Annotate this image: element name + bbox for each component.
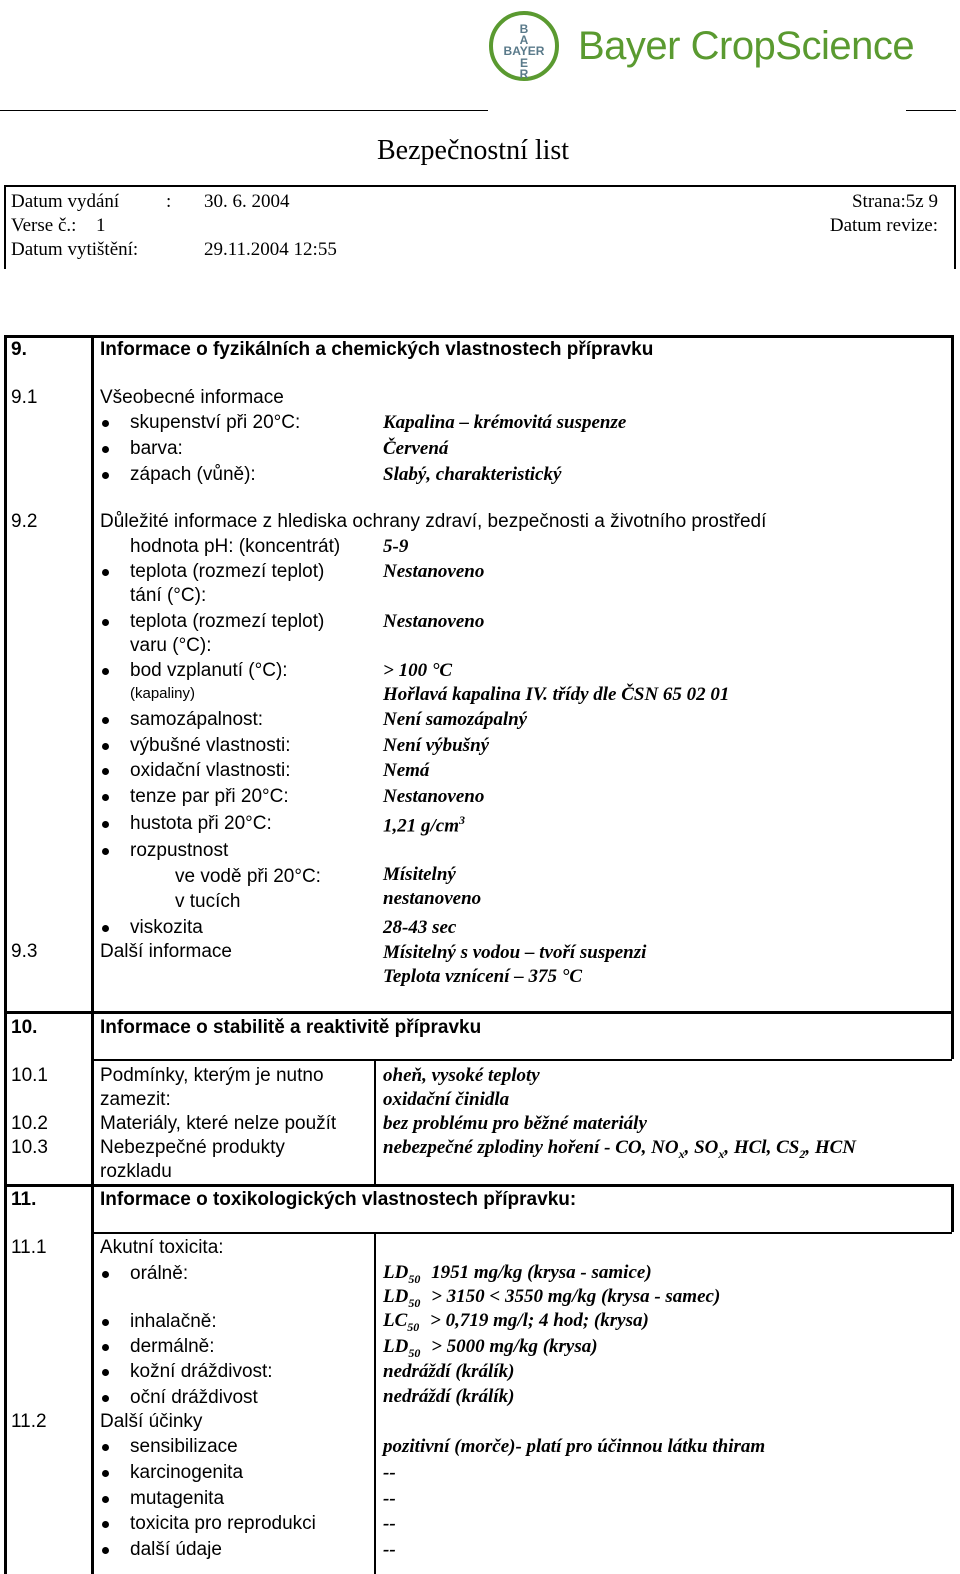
skin-value: nedráždí (králík) — [383, 1361, 515, 1382]
bullet — [102, 1369, 109, 1376]
inhal-label: inhalačně: — [130, 1311, 217, 1332]
bullet — [102, 472, 109, 479]
s10-num: 10. — [11, 1017, 38, 1038]
issue-value: 30. 6. 2004 — [204, 191, 290, 212]
s9-col-divider — [91, 335, 94, 1574]
s101-value-1: oheň, vysoké teploty — [383, 1065, 540, 1086]
selfign-label: samozápalnost: — [130, 709, 264, 730]
bayer-logo — [486, 10, 564, 82]
flash-label: bod vzplanutí (°C): — [130, 660, 288, 681]
s11-num: 11. — [11, 1189, 37, 1210]
bullet — [102, 743, 109, 750]
melt-label-1: teplota (rozmezí teplot) — [130, 561, 325, 582]
sens-label: sensibilizace — [130, 1436, 238, 1457]
color-value: Červená — [383, 438, 449, 459]
state-value: Kapalina – krémovitá suspenze — [383, 412, 627, 433]
s10-right-border — [951, 1011, 954, 1059]
s9-title: Informace o fyzikálních a chemických vlastnostech přípravku — [100, 339, 654, 360]
fat-value: nestanoveno — [383, 888, 482, 909]
inhal-value-text: > 0,719 mg/l; 4 hod; (krysa) — [430, 1310, 649, 1331]
svg-text:B: B — [519, 22, 529, 36]
s93-num: 9.3 — [11, 941, 38, 962]
bullet — [102, 1271, 109, 1278]
bullet — [102, 619, 109, 626]
other-label: další údaje — [130, 1539, 222, 1560]
print-value: 29.11.2004 12:55 — [204, 239, 337, 260]
header-divider-left — [0, 110, 488, 111]
state-label: skupenství při 20°C: — [130, 412, 301, 433]
bullet — [102, 569, 109, 576]
svg-text:R: R — [519, 67, 529, 81]
ld-prefix: LD — [383, 1286, 409, 1307]
s102-label: Materiály, které nelze použít — [100, 1113, 337, 1134]
water-value: Mísitelný — [383, 864, 456, 885]
s103-value-c: , HCl, CS — [724, 1137, 800, 1158]
bullet — [102, 1521, 109, 1528]
s11-top-border — [4, 1184, 954, 1187]
s103-sub-2: x — [718, 1146, 725, 1161]
lc-sub: 50 — [407, 1319, 420, 1334]
more-value-1: Mísitelný s vodou – tvoří suspenzi — [383, 942, 647, 963]
carc-label: karcinogenita — [130, 1462, 244, 1483]
derm-value — [383, 1336, 598, 1361]
issue-label: Datum vydání — [11, 191, 120, 212]
dens-sup: 3 — [459, 813, 465, 827]
s93-title: Další informace — [100, 941, 232, 962]
smell-label: zápach (vůně): — [130, 464, 256, 485]
bullet — [102, 1344, 109, 1351]
s112-num: 11.2 — [11, 1411, 47, 1432]
ph-label: hodnota pH: (koncentrát) — [130, 536, 341, 557]
s11-title: Informace o toxikologických vlastnostech přípravku: — [100, 1189, 577, 1210]
smell-value: Slabý, charakteristický — [383, 464, 562, 485]
header-divider-right — [906, 110, 956, 111]
lc-prefix: LC — [383, 1310, 408, 1331]
bullet — [102, 446, 109, 453]
flash-sub-value: Hořlavá kapalina IV. třídy dle ČSN 65 02 01 — [383, 684, 730, 705]
s102-value: bez problému pro běžné materiály — [383, 1113, 647, 1134]
flash-value: > 100 °C — [383, 660, 453, 681]
ld-prefix: LD — [383, 1336, 409, 1357]
doc-title: Bezpečnostní list — [377, 135, 570, 166]
muta-value: -- — [383, 1488, 396, 1509]
melt-value: Nestanoveno — [383, 561, 485, 582]
svg-text:E: E — [519, 56, 529, 70]
dens-value-text: 1,21 g/cm — [383, 815, 459, 837]
water-label: ve vodě při 20°C: — [175, 866, 321, 887]
s101-label-2: zamezit: — [100, 1089, 171, 1110]
dens-value — [383, 813, 465, 837]
s92-num: 9.2 — [11, 511, 38, 532]
muta-label: mutagenita — [130, 1488, 225, 1509]
bullet — [102, 1444, 109, 1451]
derm-value-text: > 5000 mg/kg (krysa) — [431, 1336, 598, 1357]
eye-label: oční dráždivost — [130, 1387, 258, 1408]
vapor-value: Nestanoveno — [383, 786, 485, 807]
svg-text:A: A — [519, 33, 529, 47]
bullet — [102, 925, 109, 932]
s103-value-b: , SO — [684, 1137, 719, 1158]
oral-value-2 — [383, 1286, 720, 1311]
oxid-value: Nemá — [383, 760, 430, 781]
s102-num: 10.2 — [11, 1113, 48, 1134]
s111-num: 11.1 — [11, 1237, 47, 1258]
s101-value-2: oxidační činidla — [383, 1089, 510, 1110]
s91-title: Všeobecné informace — [100, 387, 284, 408]
s103-label-1: Nebezpečné produkty — [100, 1137, 285, 1158]
bullet — [102, 717, 109, 724]
bullet — [102, 1496, 109, 1503]
sens-value: pozitivní (morče)- platí pro účinnou látku thiram — [383, 1436, 766, 1457]
s11-right-border — [951, 1184, 954, 1232]
brand-name-text: Bayer CropScience — [578, 24, 915, 68]
version-value: 1 — [96, 215, 106, 236]
issue-sep: : — [166, 191, 172, 212]
carc-value: -- — [383, 1462, 396, 1483]
skin-label: kožní dráždivost: — [130, 1361, 273, 1382]
bullet — [102, 1395, 109, 1402]
selfign-value: Není samozápalný — [383, 709, 528, 730]
ld-prefix: LD — [383, 1262, 409, 1283]
s103-value-d: , HCN — [805, 1137, 857, 1158]
oral-value-1 — [383, 1262, 652, 1287]
repro-label: toxicita pro reprodukci — [130, 1513, 316, 1534]
bullet — [102, 794, 109, 801]
s10-mid-border — [91, 1059, 952, 1061]
s111-title: Akutní toxicita: — [100, 1237, 224, 1258]
ld-sub: 50 — [408, 1271, 421, 1286]
s103-sub-1: x — [678, 1146, 685, 1161]
s103-label-2: rozkladu — [100, 1161, 172, 1182]
visc-value: 28-43 sec — [383, 917, 457, 938]
dens-label: hustota při 20°C: — [130, 813, 272, 834]
s103-sub-3: 2 — [799, 1146, 806, 1161]
page-label: Strana:5z 9 — [851, 191, 938, 212]
boil-value: Nestanoveno — [383, 611, 485, 632]
other-value: -- — [383, 1539, 396, 1560]
vapor-label: tenze par při 20°C: — [130, 786, 289, 807]
s10-top-border — [4, 1011, 954, 1014]
ph-value: 5-9 — [383, 536, 409, 557]
solub-label: rozpustnost — [130, 840, 229, 861]
s11-value-divider — [374, 1234, 376, 1574]
eye-value: nedráždí (králík) — [383, 1386, 515, 1407]
derm-label: dermálně: — [130, 1336, 215, 1357]
s103-value — [383, 1137, 856, 1162]
brand-name — [578, 24, 914, 69]
s101-num: 10.1 — [11, 1065, 48, 1086]
s9-left-border — [4, 335, 7, 1574]
s103-value-a: nebezpečné zplodiny hoření - CO, NO — [383, 1137, 679, 1158]
revision-label: Datum revize: — [829, 215, 938, 236]
bullet — [102, 848, 109, 855]
melt-label-2: tání (°C): — [130, 585, 207, 606]
bullet — [102, 768, 109, 775]
version-label: Verse č.: — [11, 215, 77, 236]
s101-label-1: Podmínky, kterým je nutno — [100, 1065, 324, 1086]
s91-num: 9.1 — [11, 387, 38, 408]
ld-sub: 50 — [408, 1345, 421, 1360]
s9-top-border — [4, 335, 954, 338]
s10-title: Informace o stabilitě a reaktivitě přípravku — [100, 1017, 482, 1038]
svg-text:BAYER: BAYER — [503, 44, 545, 58]
oral-value-2-text: > 3150 < 3550 mg/kg (krysa - samec) — [431, 1286, 721, 1307]
ld-sub: 50 — [408, 1295, 421, 1310]
explo-label: výbušné vlastnosti: — [130, 735, 291, 756]
boil-label-1: teplota (rozmezí teplot) — [130, 611, 325, 632]
fat-label: v tucích — [175, 891, 241, 912]
meta-box — [4, 185, 956, 269]
repro-value: -- — [383, 1513, 396, 1534]
bullet — [102, 821, 109, 828]
bullet — [102, 1470, 109, 1477]
print-label: Datum vytištění: — [11, 239, 139, 260]
explo-value: Není výbušný — [383, 735, 490, 756]
oral-value-1-text: 1951 mg/kg (krysa - samice) — [431, 1262, 652, 1283]
color-label: barva: — [130, 438, 183, 459]
s112-title: Další účinky — [100, 1411, 203, 1432]
s92-title: Důležité informace z hlediska ochrany zdraví, bezpečnosti a životního prostředí — [100, 511, 767, 532]
flash-sub-label: (kapaliny) — [130, 685, 196, 702]
bullet — [102, 1319, 109, 1326]
s103-num: 10.3 — [11, 1137, 48, 1158]
bullet — [102, 668, 109, 675]
oxid-label: oxidační vlastnosti: — [130, 760, 291, 781]
s9-right-border — [951, 335, 954, 1013]
boil-label-2: varu (°C): — [130, 635, 212, 656]
s9-num: 9. — [11, 339, 27, 360]
more-value-2: Teplota vznícení – 375 °C — [383, 966, 583, 987]
s11-mid-border — [91, 1232, 952, 1234]
bullet — [102, 420, 109, 427]
s10-value-divider — [374, 1061, 376, 1185]
inhal-value — [383, 1310, 649, 1335]
oral-label: orálně: — [130, 1263, 189, 1284]
bullet — [102, 1547, 109, 1554]
visc-label: viskozita — [130, 917, 203, 938]
